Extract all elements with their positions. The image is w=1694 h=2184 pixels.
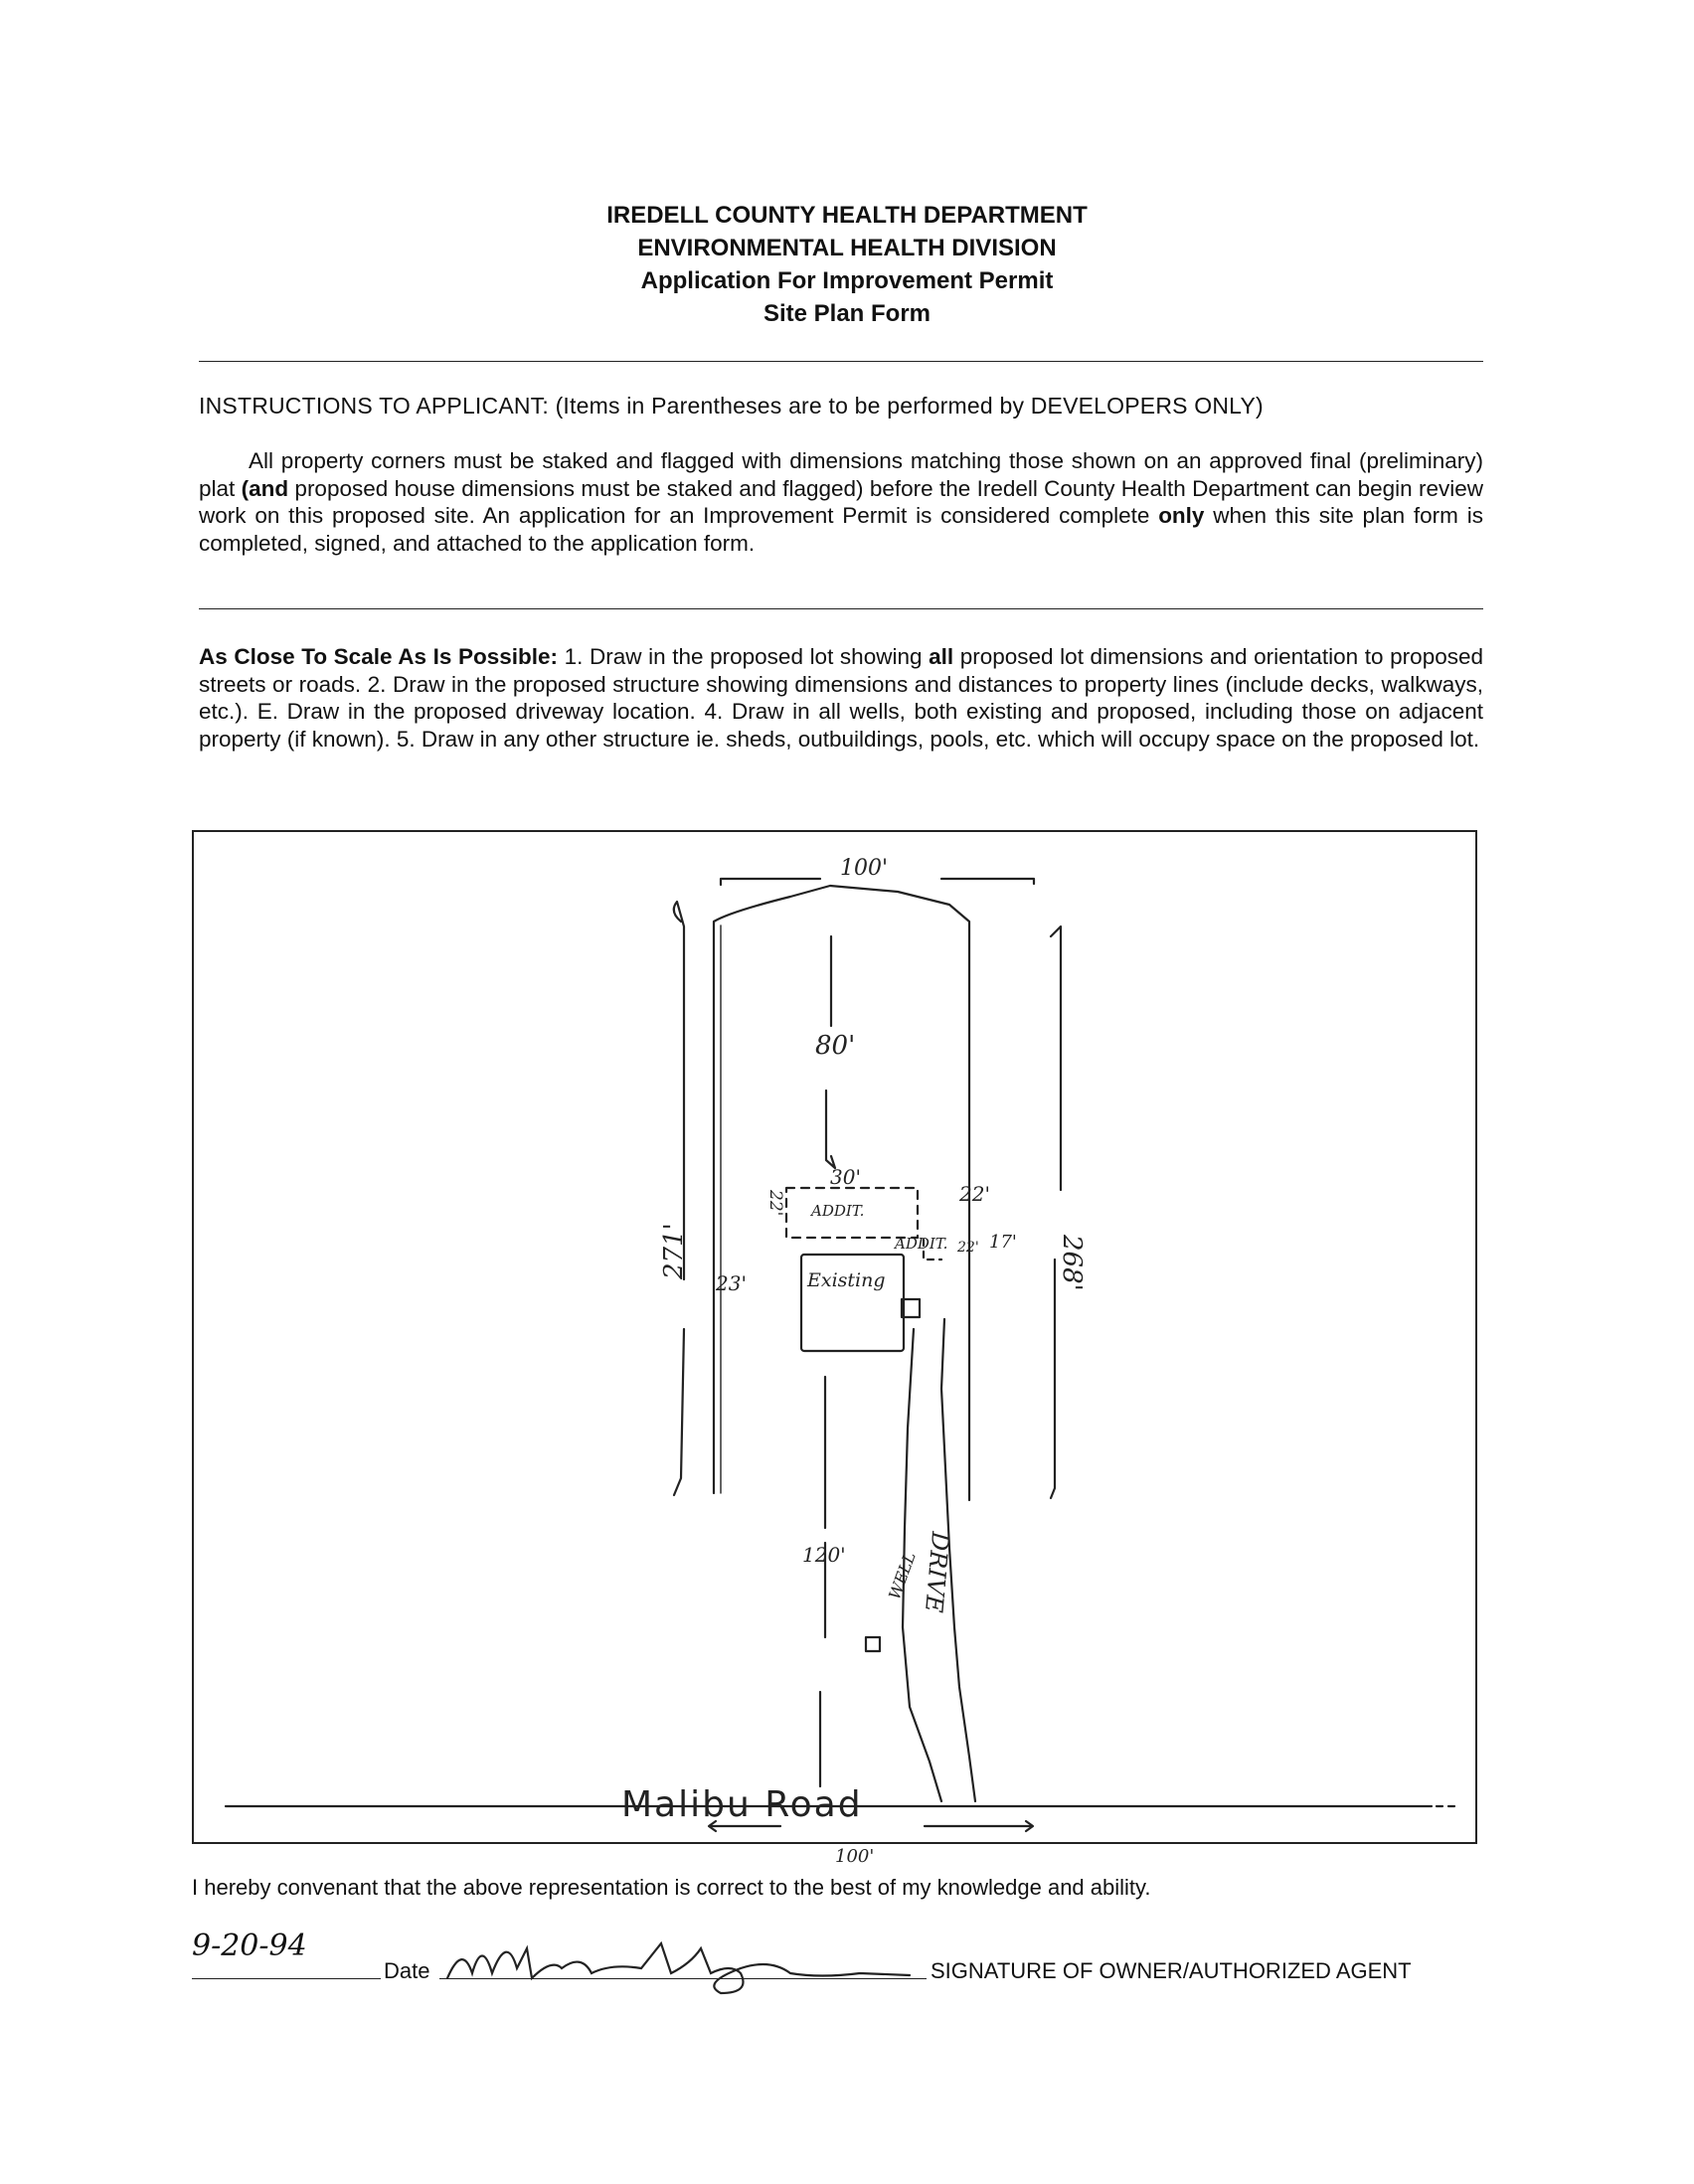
addition-width-label: 30': [830, 1165, 861, 1189]
road-name-label: Malibu Road: [621, 1784, 863, 1825]
rear-distance-label: 120': [802, 1543, 846, 1567]
form-header: [0, 199, 1694, 330]
bottom-width-label: 100': [835, 1846, 875, 1867]
left-setback-label: 23': [716, 1271, 747, 1295]
form-subtitle: Site Plan Form: [762, 300, 932, 327]
existing-house-label: Existing: [807, 1269, 886, 1291]
divider-middle: [199, 608, 1483, 609]
division-title: ENVIRONMENTAL HEALTH DIVISION: [637, 235, 1057, 261]
addition-2-width-label: 22': [959, 1182, 990, 1206]
instructions-heading: INSTRUCTIONS TO APPLICANT: (Items in Parentheses are to be performed by DEVELOPERS ONLY): [199, 393, 1264, 419]
front-setback-label: 80': [815, 1031, 856, 1061]
date-value: 9-20-94: [192, 1929, 307, 1963]
signature-scrawl: [442, 1924, 920, 2003]
scale-instructions: As Close To Scale As Is Possible: 1. Draw in the proposed lot showing all proposed lot dimensions and orientation to proposed streets or roads. 2. Draw in the proposed structure showing dimensions and distances to property lines (include decks, walkways, etc.). E. Draw in the proposed driveway location. 4. Draw in all wells, both existing and proposed, including those on adjacent property (if known). 5. Draw in any other structure ie. sheds, outbuildings, pools, etc. which will occupy space on the proposed lot.: [199, 644, 1483, 752]
right-depth-label: 268': [1057, 1235, 1087, 1291]
addition-2-label: ADDIT.: [895, 1235, 948, 1253]
left-depth-label: 271': [659, 1223, 689, 1279]
top-width-label: 100': [840, 856, 889, 881]
department-title: IREDELL COUNTY HEALTH DEPARTMENT: [606, 202, 1088, 229]
addition-2-side-label: 17': [989, 1232, 1017, 1253]
addition-depth-label: 22': [765, 1190, 785, 1217]
covenant-statement: I hereby convenant that the above representation is correct to the best of my knowledge and ability.: [192, 1875, 1151, 1900]
site-plan-box: [192, 830, 1477, 1867]
well-square: [866, 1637, 880, 1651]
divider-top: [199, 361, 1483, 362]
lot-boundary: [714, 886, 969, 1500]
signature-label: SIGNATURE OF OWNER/AUTHORIZED AGENT: [931, 1958, 1412, 1983]
form-title: Application For Improvement Permit: [640, 267, 1054, 294]
instructions-paragraph: All property corners must be staked and flagged with dimensions matching those shown on an approved final (preliminary) plat (and proposed house dimensions must be staked and flagged) before the Iredell County Health Department can begin review work on this proposed site. An application for an Improvement Permit is considered complete only when this site plan form is completed, signed, and attached to the application form.: [199, 448, 1484, 556]
addition-label: ADDIT.: [811, 1202, 865, 1220]
driveway-label: DRIVE: [919, 1530, 954, 1614]
date-label: Date: [384, 1958, 430, 1983]
date-line: [192, 1978, 381, 1979]
addition-2-depth-label: 22': [957, 1240, 979, 1256]
well-label: WELL: [885, 1549, 920, 1602]
site-plan-sketch: [194, 832, 1475, 1842]
